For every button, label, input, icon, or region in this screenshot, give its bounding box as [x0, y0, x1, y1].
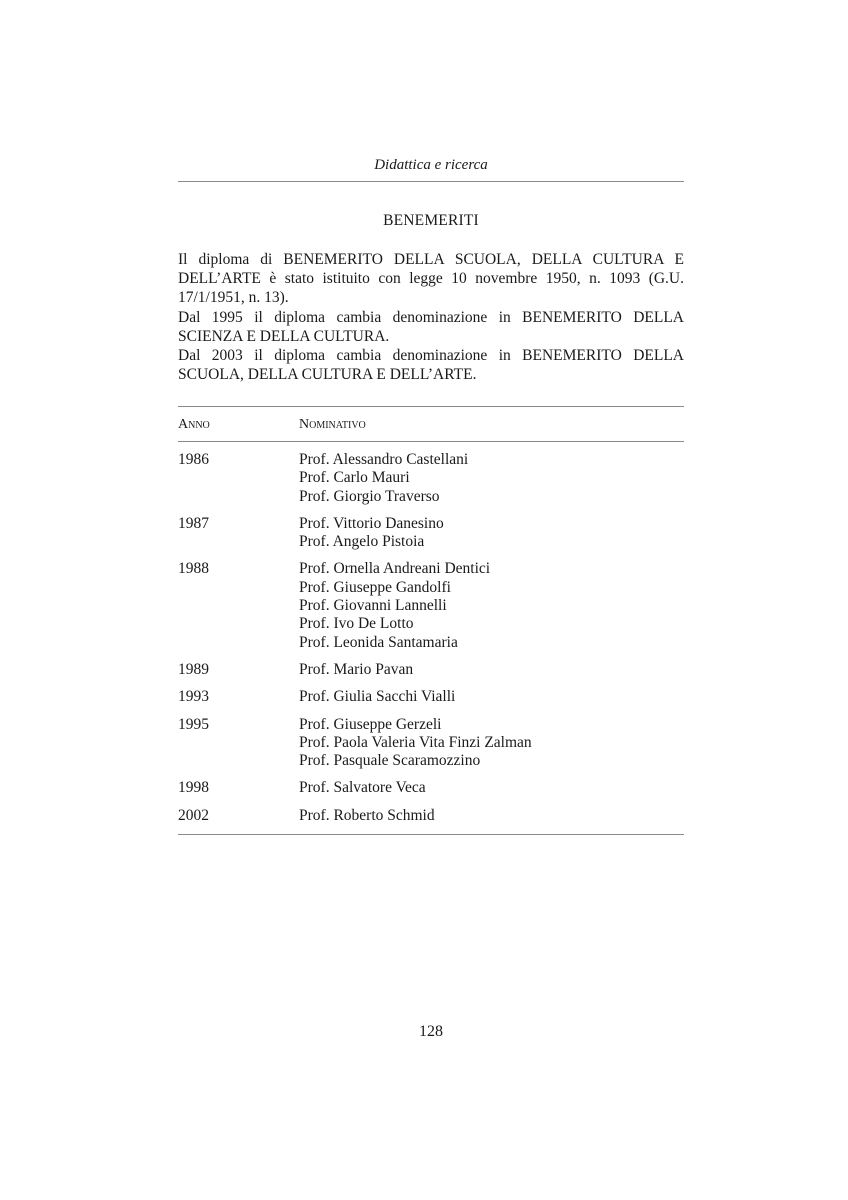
table-bottom-divider — [178, 834, 684, 835]
intro-paragraph: Il diploma di BENEMERITO DELLA SCUOLA, DELLA CULTURA E DELL’ARTE è stato istituito con legge 10 novembre 1950, n. 1093 (G.U. 17/1/1951, n. 13). — [178, 251, 684, 307]
section-title: BENEMERITI — [383, 212, 479, 229]
row-year: 2002 — [178, 806, 209, 824]
row-names — [299, 661, 684, 679]
row-year: 1986 — [178, 451, 209, 468]
row-name: Prof. Roberto Schmid — [299, 806, 435, 824]
header-divider — [178, 181, 684, 182]
table-row — [178, 688, 684, 706]
row-year: 1989 — [178, 660, 209, 678]
row-year: 1988 — [178, 560, 209, 578]
row-names — [299, 807, 684, 825]
page-number: 128 — [419, 1023, 443, 1040]
row-name: Prof. Vittorio Danesino — [299, 514, 444, 532]
column-header-name: Nominativo — [299, 417, 366, 432]
table-row — [178, 560, 684, 651]
intro-paragraph: Dal 1995 il diploma cambia denominazione in BENEMERITO DELLA SCIENZA E DELLA CULTURA. — [178, 308, 684, 345]
table-row — [178, 779, 684, 797]
row-name: Prof. Paola Valeria Vita Finzi Zalman — [299, 733, 532, 751]
row-names — [299, 451, 684, 506]
row-name: Prof. Pasquale Scaramozzino — [299, 752, 481, 770]
intro-paragraph: Dal 2003 il diploma cambia denominazione in BENEMERITO DELLA SCUOLA, DELLA CULTURA E DELL’ARTE. — [178, 347, 684, 384]
row-names — [299, 560, 684, 651]
row-name: Prof. Giorgio Traverso — [299, 487, 440, 505]
row-name: Prof. Ivo De Lotto — [299, 615, 414, 633]
row-name: Prof. Giulia Sacchi Vialli — [299, 688, 456, 706]
row-names — [299, 688, 684, 706]
row-name: Prof. Giuseppe Gandolfi — [299, 578, 451, 596]
row-name: Prof. Leonida Santamaria — [299, 633, 458, 651]
row-name: Prof. Mario Pavan — [299, 660, 414, 678]
column-header-year: Anno — [178, 417, 210, 432]
table-row — [178, 661, 684, 679]
table-header — [178, 415, 684, 435]
row-names — [299, 515, 684, 552]
row-year: 1987 — [178, 514, 209, 532]
row-year: 1993 — [178, 688, 209, 706]
row-name: Prof. Giovanni Lannelli — [299, 597, 447, 615]
row-year: 1998 — [178, 779, 209, 797]
table-row — [178, 807, 684, 825]
table-row — [178, 451, 684, 506]
table-row — [178, 716, 684, 771]
row-name: Prof. Giuseppe Gerzeli — [299, 715, 442, 733]
row-names — [299, 716, 684, 771]
row-name: Prof. Carlo Mauri — [299, 469, 410, 487]
row-names — [299, 779, 684, 797]
running-head: Didattica e ricerca — [374, 157, 488, 173]
row-name: Prof. Angelo Pistoia — [299, 533, 425, 551]
table-row — [178, 515, 684, 552]
row-year: 1995 — [178, 715, 209, 733]
row-name: Prof. Alessandro Castellani — [299, 451, 469, 468]
row-name: Prof. Ornella Andreani Dentici — [299, 560, 491, 578]
table-body — [178, 451, 684, 834]
row-name: Prof. Salvatore Veca — [299, 779, 426, 797]
table-header-divider — [178, 441, 684, 442]
table-top-divider — [178, 406, 684, 407]
intro-text — [178, 250, 684, 384]
